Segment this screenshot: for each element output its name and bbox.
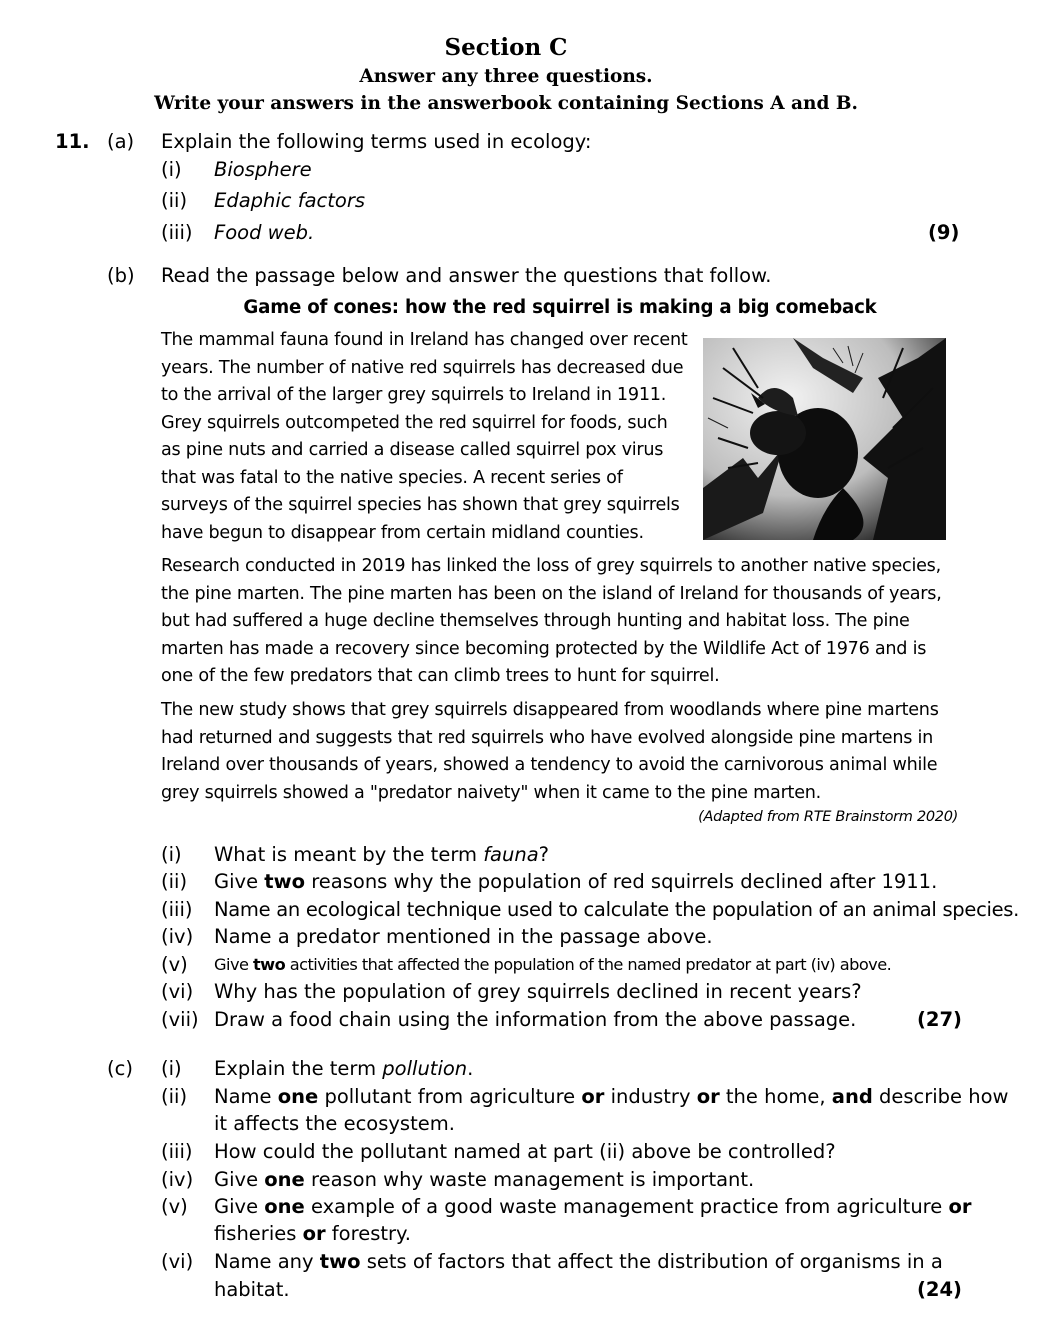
passage-line: surveys of the squirrel species has shown that grey squirrels (161, 495, 680, 515)
part-b-stem: Read the passage below and answer the questions that follow. (161, 264, 772, 287)
part-b-q-num: (iii) (161, 898, 193, 921)
passage-line: as pine nuts and carried a disease called squirrel pox virus (161, 440, 664, 460)
part-c-q-v-line2: fisheries or forestry. (214, 1222, 411, 1245)
passage-line: have begun to disappear from certain midland counties. (161, 522, 644, 543)
instruction-answer-any: Answer any three questions. (359, 66, 653, 87)
section-title: Section C (444, 34, 568, 61)
part-c-q-num: (i) (161, 1057, 182, 1080)
part-c-q-num: (v) (161, 1195, 188, 1218)
part-b-q-num: (v) (161, 953, 188, 976)
passage-line: The new study shows that grey squirrels disappeared from woodlands where pine martens (161, 700, 939, 720)
part-b-q-i: What is meant by the term fauna? (214, 843, 550, 866)
passage-paragraph-2 (161, 553, 942, 691)
part-c-marks: (24) (917, 1278, 962, 1301)
passage-line: to the arrival of the larger grey squirrels to Ireland in 1911. (161, 385, 667, 405)
term-biosphere: Biosphere (214, 158, 312, 181)
part-b-q-iii: Name an ecological technique used to calculate the population of an animal species. (214, 898, 1020, 921)
part-b-q-iv: Name a predator mentioned in the passage above. (214, 925, 713, 948)
part-c-q-i: Explain the term pollution. (214, 1057, 474, 1080)
part-c-label: (c) (107, 1057, 133, 1080)
passage-line: Ireland over thousands of years, showed a tendency to avoid the carnivorous animal while (161, 755, 938, 775)
part-c-q-num: (iii) (161, 1140, 193, 1163)
passage-line: but had suffered a huge decline themselves through hunting and habitat loss. The pine (161, 611, 910, 631)
part-b-q-num: (vi) (161, 980, 194, 1003)
passage-line: the pine marten. The pine marten has been on the island of Ireland for thousands of years, (161, 583, 942, 604)
part-c-q-iii: How could the pollutant named at part (ii) above be controlled? (214, 1140, 836, 1163)
passage-line: grey squirrels showed a "predator naivety" when it came to the pine marten. (161, 782, 822, 803)
part-b-q-ii: Give two reasons why the population of red squirrels declined after 1911. (214, 870, 938, 893)
part-a-item-num: (ii) (161, 189, 188, 212)
part-c-q-vi-line2: habitat. (214, 1278, 290, 1301)
part-b-label: (b) (107, 264, 135, 287)
question-number: 11. (55, 130, 90, 153)
part-a-item-num: (i) (161, 158, 182, 181)
passage-paragraph-1 (161, 327, 688, 547)
passage-paragraph-3 (161, 697, 939, 807)
part-a-item-num: (iii) (161, 221, 193, 244)
term-edaphic-factors: Edaphic factors (214, 189, 366, 212)
passage-source: (Adapted from RTE Brainstorm 2020) (698, 809, 958, 825)
part-a-marks: (9) (928, 221, 960, 244)
part-a-label: (a) (107, 130, 135, 153)
passage-line: marten has made a recovery since becoming protected by the Wildlife Act of 1976 and is (161, 638, 927, 659)
part-c-q-num: (ii) (161, 1085, 188, 1108)
passage-line: had returned and suggests that red squirrels who have evolved alongside pine martens in (161, 727, 934, 748)
part-b-q-num: (i) (161, 843, 182, 866)
passage-line: one of the few predators that can climb trees to hunt for squirrel. (161, 666, 720, 686)
part-b-q-vi: Why has the population of grey squirrels declined in recent years? (214, 980, 862, 1003)
part-c-q-ii: Name one pollutant from agriculture or industry or the home, and describe how (214, 1085, 1009, 1108)
part-c-q-num: (vi) (161, 1250, 194, 1273)
part-b-q-num: (iv) (161, 925, 194, 948)
passage-line: Grey squirrels outcompeted the red squirrel for foods, such (161, 412, 668, 433)
passage-title: Game of cones: how the red squirrel is making a big comeback (243, 297, 877, 318)
instruction-answerbook: Write your answers in the answerbook containing Sections A and B. (154, 93, 858, 114)
part-c-q-vi: Name any two sets of factors that affect the distribution of organisms in a (214, 1250, 943, 1273)
part-b-q-vii: Draw a food chain using the information from the above passage. (214, 1008, 857, 1031)
squirrel-photo (703, 338, 946, 540)
part-c-q-iv: Give one reason why waste management is important. (214, 1168, 755, 1191)
passage-line: that was fatal to the native species. A recent series of (161, 467, 623, 488)
part-b-q-num: (vii) (161, 1008, 199, 1031)
part-c-q-ii-line2: it affects the ecosystem. (214, 1112, 455, 1135)
part-c-q-v: Give one example of a good waste management practice from agriculture or (214, 1195, 972, 1218)
passage-line: Research conducted in 2019 has linked the loss of grey squirrels to another native species, (161, 556, 941, 576)
part-b-marks: (27) (917, 1008, 962, 1031)
passage-line: years. The number of native red squirrels has decreased due (161, 357, 684, 378)
part-c-q-num: (iv) (161, 1168, 194, 1191)
part-b-q-v: Give two activities that affected the population of the named predator at part (iv) above. (214, 955, 892, 974)
passage-line: The mammal fauna found in Ireland has changed over recent (161, 330, 688, 350)
term-food-web: Food web. (214, 221, 315, 244)
part-a-stem: Explain the following terms used in ecology: (161, 130, 592, 153)
part-b-q-num: (ii) (161, 870, 188, 893)
